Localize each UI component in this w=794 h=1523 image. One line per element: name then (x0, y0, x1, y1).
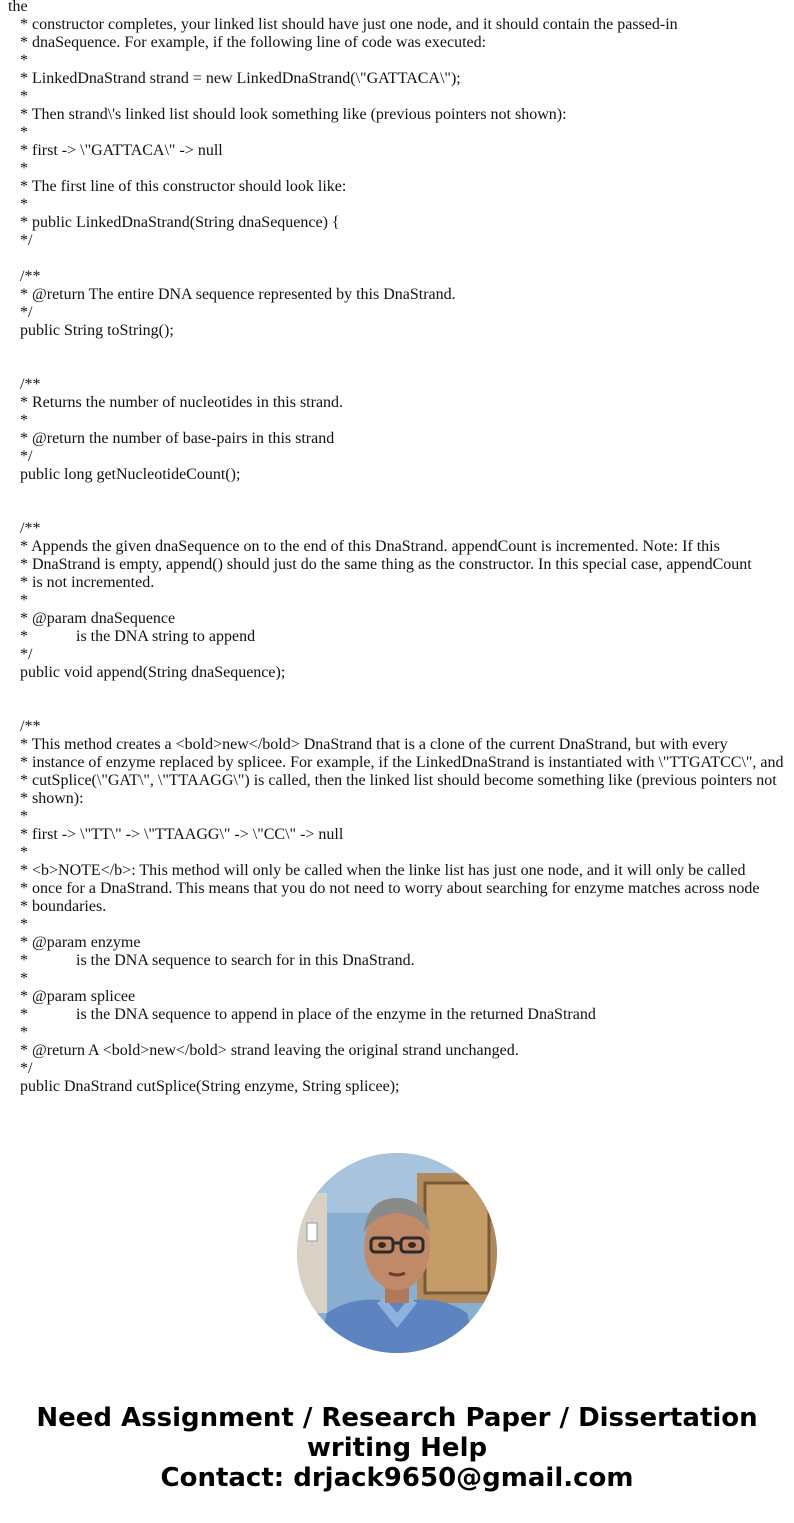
code-line: /** (8, 718, 41, 735)
code-line: public long getNucleotideCount(); (8, 466, 241, 483)
code-line (8, 502, 788, 520)
code-line: /** (8, 268, 41, 285)
code-line: */ (8, 646, 33, 663)
code-line: * @param dnaSequence (8, 610, 176, 627)
code-line: * is the DNA string to append (8, 628, 256, 645)
code-line: * (8, 196, 28, 213)
code-line (8, 250, 788, 268)
code-line: * (8, 52, 28, 69)
promo-contact-line: Contact: drjack9650@gmail.com (160, 1463, 634, 1493)
code-line: */ (8, 304, 33, 321)
code-line: * @return the number of base-pairs in this strand (8, 430, 335, 447)
code-line (8, 682, 788, 700)
code-line: * public LinkedDnaStrand(String dnaSequence) { (8, 214, 340, 231)
code-line: * once for a DnaStrand. This means that you do not need to worry about searching for enzyme matches across node (8, 880, 760, 897)
code-line: * (8, 412, 28, 429)
code-line: * @return A <bold>new</bold> strand leaving the original strand unchanged. (8, 1042, 519, 1059)
code-line: * first -> \"GATTACA\" -> null (8, 142, 223, 159)
code-line (8, 358, 788, 376)
code-line: public void append(String dnaSequence); (8, 664, 286, 681)
promo-line-2: writing Help (306, 1433, 488, 1463)
code-line: * first -> \"TT\" -> \"TTAAGG\" -> \"CC\" -> null (8, 826, 344, 843)
promo-line-1: Need Assignment / Research Paper / Dissertation (36, 1403, 758, 1433)
code-line: * LinkedDnaStrand strand = new LinkedDnaStrand(\"GATTACA\"); (8, 70, 461, 87)
code-line (8, 484, 788, 502)
code-line: * is the DNA sequence to search for in this DnaStrand. (8, 952, 415, 969)
code-line: * is not incremented. (8, 574, 155, 591)
code-line: * (8, 844, 28, 861)
person-photo-icon (297, 1153, 497, 1353)
code-document (8, 0, 788, 1096)
code-line: * @return The entire DNA sequence represented by this DnaStrand. (8, 286, 456, 303)
code-line: * <b>NOTE</b>: This method will only be called when the linke list has just one node, and it will only be called (8, 862, 746, 879)
code-line: * is the DNA sequence to append in place of the enzyme in the returned DnaStrand (8, 1006, 596, 1023)
code-line: * DnaStrand is empty, append() should just do the same thing as the constructor. In this special case, appendCount (8, 556, 752, 573)
code-line: /** (8, 376, 41, 393)
code-line: public DnaStrand cutSplice(String enzyme, String splicee); (8, 1078, 400, 1095)
code-line: * (8, 970, 28, 987)
code-line: * Then strand\'s linked list should look something like (previous pointers not shown): (8, 106, 567, 123)
code-line (8, 700, 788, 718)
code-line: * @param splicee (8, 988, 136, 1005)
code-line: * @param enzyme (8, 934, 141, 951)
code-line: public String toString(); (8, 322, 174, 339)
code-line: * (8, 592, 28, 609)
code-line: * (8, 808, 28, 825)
code-line: * Appends the given dnaSequence on to the end of this DnaStrand. appendCount is incremented. Note: If this (8, 538, 720, 555)
code-line: * (8, 1024, 28, 1041)
code-line: * dnaSequence. For example, if the following line of code was executed: (8, 34, 487, 51)
code-line: * boundaries. (8, 898, 107, 915)
code-line: * (8, 88, 28, 105)
code-line: * cutSplice(\"GAT\", \"TTAAGG\") is called, then the linked list should become something like (previous pointers not (8, 772, 777, 789)
code-line: * constructor completes, your linked list should have just one node, and it should contain the passed-in (8, 16, 678, 33)
code-line: * instance of enzyme replaced by splicee. For example, if the LinkedDnaStrand is instantiated with \"TTGATCC\", and (8, 754, 784, 771)
code-line: * (8, 124, 28, 141)
code-line: the (8, 0, 28, 15)
code-line: */ (8, 232, 33, 249)
author-avatar (297, 1153, 497, 1353)
code-line: * (8, 160, 28, 177)
code-line: * Returns the number of nucleotides in this strand. (8, 394, 344, 411)
code-line: * This method creates a <bold>new</bold> DnaStrand that is a clone of the current DnaStrand, but with every (8, 736, 728, 753)
code-line: */ (8, 448, 33, 465)
code-line: */ (8, 1060, 33, 1077)
code-line: * (8, 916, 28, 933)
code-line: /** (8, 520, 41, 537)
code-line (8, 340, 788, 358)
promo-banner (0, 1403, 794, 1493)
code-line: * shown): (8, 790, 84, 807)
code-line: * The first line of this constructor should look like: (8, 178, 347, 195)
